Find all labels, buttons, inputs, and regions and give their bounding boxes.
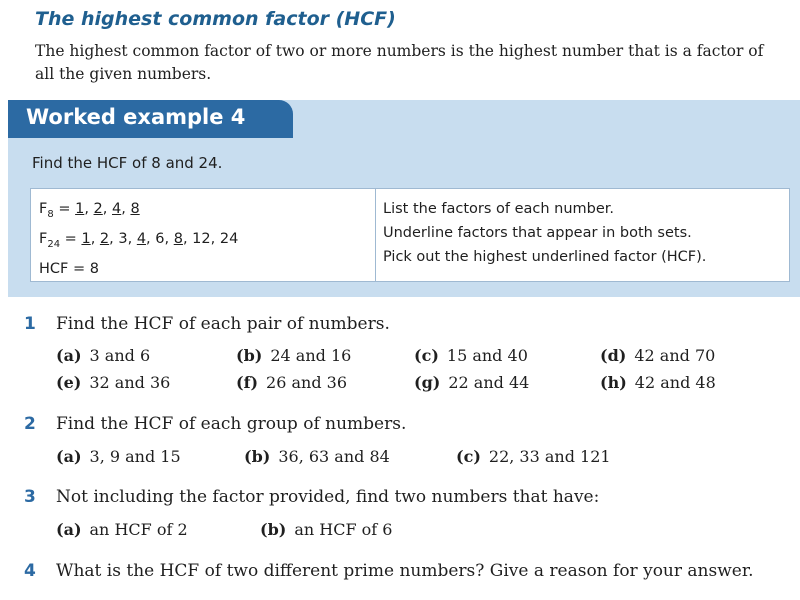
question-text: Not including the factor provided, find two numbers that have: <box>56 487 600 507</box>
question-part <box>244 447 390 466</box>
f24-equals: = <box>60 230 82 247</box>
question-number: 3 <box>24 487 36 507</box>
question-part <box>56 447 181 466</box>
factor-value: 3 <box>118 230 128 247</box>
question-2 <box>24 414 406 434</box>
part-text: 42 and 48 <box>634 373 716 392</box>
question-part <box>600 373 716 392</box>
worked-example-question: Find the HCF of 8 and 24. <box>32 154 223 172</box>
factor-value: 6 <box>155 230 165 247</box>
part-label: (b) <box>244 447 271 466</box>
worked-explanation-column <box>383 197 706 269</box>
part-label: (b) <box>260 520 287 539</box>
explanation-line: Pick out the highest underlined factor (HCF). <box>383 249 707 265</box>
factor-value: 1 <box>81 230 91 247</box>
part-text: 3 and 6 <box>89 346 151 365</box>
factors-of-24-line <box>39 227 238 257</box>
part-text: 24 and 16 <box>270 346 352 365</box>
factor-value: 1 <box>75 201 85 217</box>
part-text: an HCF of 2 <box>89 520 188 539</box>
f8-label: F <box>39 201 48 217</box>
section-title: The highest common factor (HCF) <box>35 8 396 30</box>
intro-paragraph: The highest common factor of two or more numbers is the highest number that is a factor of all the given numbers. <box>35 42 764 83</box>
worked-example-title: Worked example 4 <box>26 105 246 129</box>
part-label: (c) <box>414 346 439 365</box>
part-label: (e) <box>56 373 82 392</box>
part-label: (a) <box>56 520 82 539</box>
question-part <box>56 373 170 392</box>
question-4 <box>24 561 754 581</box>
part-label: (a) <box>56 346 82 365</box>
factor-value: 24 <box>219 230 239 247</box>
f8-sub: 8 <box>47 208 54 220</box>
factors-of-8-line <box>39 197 238 227</box>
question-1 <box>24 314 390 334</box>
part-text: 3, 9 and 15 <box>89 447 181 466</box>
question-part <box>56 520 188 539</box>
part-text: 22, 33 and 121 <box>488 447 611 466</box>
hcf-result: HCF = 8 <box>39 260 99 277</box>
question-part <box>414 346 528 365</box>
part-label: (a) <box>56 447 82 466</box>
worked-example-panel <box>30 188 790 282</box>
panel-divider <box>375 189 376 281</box>
factor-value: 12 <box>192 230 211 247</box>
part-text: 26 and 36 <box>266 373 348 392</box>
factor-value: 2 <box>93 201 103 217</box>
part-text: an HCF of 6 <box>294 520 393 539</box>
part-label: (d) <box>600 346 627 365</box>
question-part <box>600 346 715 365</box>
explanation-line: Underline factors that appear in both sets. <box>383 225 692 241</box>
question-text: Find the HCF of each pair of numbers. <box>56 314 390 334</box>
factor-value: 8 <box>130 201 140 217</box>
part-label: (g) <box>414 373 441 392</box>
part-text: 22 and 44 <box>448 373 530 392</box>
question-part <box>260 520 392 539</box>
part-label: (f) <box>236 373 259 392</box>
question-part <box>414 373 529 392</box>
f24-values: 1, 2, 3, 4, 6, 8, 12, 24 <box>81 230 239 247</box>
question-number: 4 <box>24 561 36 581</box>
factor-value: 4 <box>136 230 147 247</box>
part-text: 42 and 70 <box>634 346 716 365</box>
f24-sub: 24 <box>47 238 61 250</box>
part-text: 36, 63 and 84 <box>278 447 390 466</box>
question-part <box>236 373 347 392</box>
question-3 <box>24 487 599 507</box>
part-label: (h) <box>600 373 627 392</box>
factor-value: 2 <box>99 230 110 247</box>
worked-example-box <box>8 100 800 297</box>
part-text: 32 and 36 <box>89 373 171 392</box>
f8-values: 1, 2, 4, 8 <box>75 201 140 217</box>
worked-example-tab <box>8 100 293 138</box>
part-label: (c) <box>456 447 481 466</box>
question-part <box>56 346 150 365</box>
worked-math-column <box>39 197 238 281</box>
question-text: Find the HCF of each group of numbers. <box>56 414 407 434</box>
question-number: 2 <box>24 414 36 434</box>
f24-label: F <box>39 230 48 247</box>
explanation-line: List the factors of each number. <box>383 201 615 217</box>
f8-equals: = <box>53 201 76 217</box>
question-part <box>236 346 351 365</box>
part-label: (b) <box>236 346 263 365</box>
question-number: 1 <box>24 314 36 334</box>
question-part <box>456 447 611 466</box>
factor-value: 8 <box>173 230 183 247</box>
question-text: What is the HCF of two different prime numbers? Give a reason for your answer. <box>56 561 754 581</box>
part-text: 15 and 40 <box>446 346 528 365</box>
factor-value: 4 <box>112 201 122 217</box>
